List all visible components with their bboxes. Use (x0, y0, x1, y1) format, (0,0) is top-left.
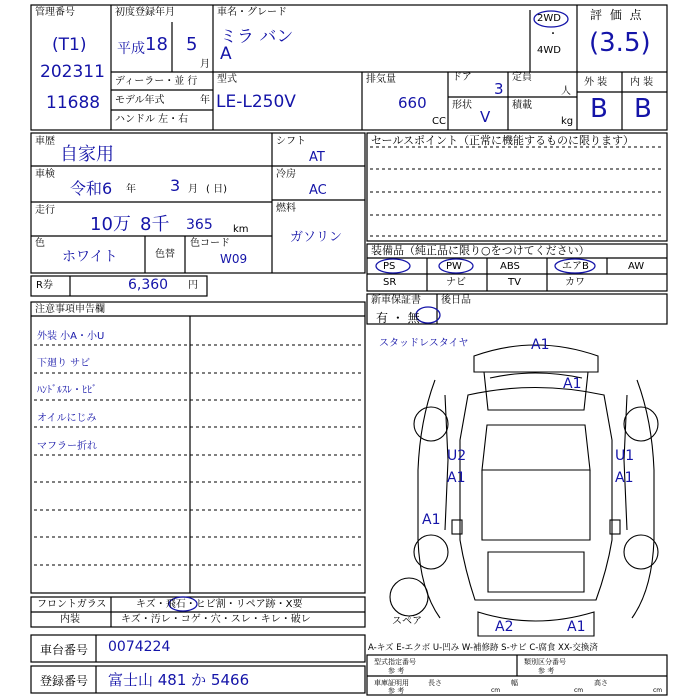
year-unit: 年 (200, 95, 210, 106)
exterior-label: 外 装 (584, 77, 608, 88)
length-cm: cm (491, 687, 501, 694)
drive-dot: ・ (548, 29, 558, 40)
car-name: ミラ バン (220, 27, 294, 47)
damage-mark-right-u1: U1 (615, 448, 635, 464)
warranty-label: 新車保証書 (371, 295, 421, 306)
class-label: 類別区分番号 (524, 658, 566, 666)
length-label: 長さ (428, 679, 442, 687)
spare-label: スペア (392, 616, 422, 627)
car-diagram (390, 345, 658, 636)
class-ref: 参 考 (538, 667, 555, 675)
recycle-value: 6,360 (128, 277, 169, 293)
front-glass-value: キズ・飛石・ヒビ割・リペア跡・X要 (136, 599, 303, 610)
year-word: 年 (126, 184, 136, 195)
shape-value: V (480, 108, 491, 126)
model-year-label: モデル年式 (115, 95, 165, 106)
equip-navi: ナビ (446, 277, 466, 288)
mgmt-no-line-2: 202311 (40, 62, 105, 82)
type-value: LE-L250V (216, 92, 296, 112)
equip-ps: PS (383, 261, 396, 272)
inspection-day: ( 日) (206, 184, 227, 195)
fuel-value: ガソリン (290, 230, 343, 245)
mileage-rest: 365 (186, 217, 213, 233)
mgmt-no-line-3: 11688 (46, 93, 101, 113)
note-item-3: ﾊﾝﾄﾞﾙｽﾚ・ﾋﾋﾞ (37, 385, 97, 396)
width-cm: cm (574, 687, 584, 694)
car-name-label: 車名・グレード (217, 7, 287, 18)
interior-grade: B (634, 94, 652, 124)
mgmt-no-label: 管理番号 (35, 7, 75, 18)
damage-mark-left-u2: U2 (447, 448, 467, 464)
interior-glass-value: キズ・汚レ・コゲ・穴・スレ・キレ・破レ (121, 614, 311, 625)
note-item-2: 下廻り サビ (37, 358, 91, 369)
type-spec-label: 型式指定番号 (374, 658, 416, 666)
km-unit: km (233, 224, 249, 235)
damage-mark-front-right: A1 (563, 376, 582, 392)
type-spec-ref: 参 考 (388, 667, 405, 675)
displacement-label: 排気量 (366, 74, 396, 85)
color-label: 色 (35, 238, 45, 249)
plate-value: 富士山 481 か 5466 (108, 671, 250, 689)
cc-unit: CC (432, 116, 446, 127)
month-unit: 月 (200, 59, 210, 70)
type-label: 型式 (217, 74, 237, 85)
cert-ref: 参 考 (388, 687, 405, 695)
drive-2wd: 2WD (537, 13, 561, 24)
first-reg-month: 5 (186, 34, 198, 55)
color-code-value: W09 (220, 252, 248, 266)
grade: A (220, 44, 232, 64)
shift-label: シフト (276, 136, 306, 147)
note-item-1: 外装 小A・小U (37, 331, 105, 342)
capacity-label: 定員 (512, 72, 532, 83)
width-label: 幅 (511, 679, 518, 687)
damage-mark-roof: A1 (531, 337, 550, 353)
history-value: 自家用 (60, 144, 114, 165)
front-glass-label: フロントガラス (37, 599, 107, 610)
color-change-label: 色替 (155, 249, 175, 260)
displacement-value: 660 (398, 94, 427, 112)
capacity-unit: 人 (561, 86, 571, 97)
dealer-label: ディーラー・並 行 (115, 76, 198, 87)
month-word: 月 (188, 184, 198, 195)
interior-label: 内 装 (630, 77, 654, 88)
notes-title: 注意事項申告欄 (35, 304, 105, 315)
mileage-sen: 8千 (140, 214, 170, 235)
tire-note: スタッドレスタイヤ (379, 338, 469, 349)
equip-sr: SR (383, 277, 397, 288)
mgmt-no-line-1: (T1) (52, 35, 87, 55)
registered-label: 後日品 (441, 295, 471, 306)
mileage-label: 走行 (35, 205, 55, 216)
equip-leather: カワ (565, 277, 585, 288)
damage-mark-right-a1: A1 (615, 470, 634, 486)
color-value: ホワイト (62, 249, 118, 265)
chassis-value: 0074224 (108, 639, 171, 655)
plate-label: 登録番号 (40, 674, 89, 688)
height-label: 高さ (594, 679, 608, 687)
history-label: 車歴 (35, 136, 55, 147)
warranty-value: 有 ・ 無 (376, 311, 420, 325)
equip-airbag: エアB (562, 261, 589, 272)
eval-score: (3.5) (589, 28, 651, 58)
load-unit: kg (561, 116, 574, 127)
mileage-man: 10万 (90, 214, 131, 235)
damage-mark-left-side: A1 (422, 512, 441, 528)
drive-4wd: 4WD (537, 45, 561, 56)
inspection-era: 令和6 (70, 179, 113, 198)
handle-label: ハンドル 左・右 (115, 114, 189, 125)
equip-aw: AW (628, 261, 645, 272)
note-item-4: オイルにじみ (37, 413, 97, 424)
note-item-5: マフラー折れ (37, 441, 97, 452)
first-reg-year: 18 (145, 34, 168, 55)
color-code-label: 色コード (190, 238, 230, 249)
damage-mark-bumper-a1: A1 (567, 619, 586, 635)
sales-points-title: セールスポイント（正常に機能するものに限ります） (371, 134, 635, 147)
inspection-label: 車検 (35, 169, 55, 180)
exterior-grade: B (590, 94, 608, 124)
first-reg-label: 初度登録年月 (115, 7, 175, 18)
yen-unit: 円 (188, 280, 198, 291)
height-cm: cm (653, 687, 663, 694)
aircon-label: 冷房 (276, 169, 296, 180)
damage-legend: A-キズ E-エクボ U-凹み W-補修跡 S-サビ C-腐食 XX-交換済 (368, 643, 598, 653)
door-label: ドア (452, 72, 472, 83)
equipment-title: 装備品（純正品に限り○をつけてください） (371, 244, 590, 257)
shape-label: 形状 (452, 100, 472, 111)
interior-glass-label: 内装 (60, 614, 80, 625)
door-value: 3 (494, 80, 504, 98)
first-reg-era: 平成 (117, 41, 145, 57)
eval-label: 評 価 点 (590, 8, 644, 22)
recycle-label: R券 (36, 280, 53, 291)
damage-mark-bumper-a2: A2 (495, 619, 514, 635)
damage-mark-left-a1: A1 (447, 470, 466, 486)
chassis-label: 車台番号 (40, 643, 89, 657)
shift-value: AT (309, 150, 325, 165)
load-label: 積載 (512, 100, 532, 111)
equip-pw: PW (446, 261, 462, 272)
fuel-label: 燃料 (276, 203, 296, 214)
equip-tv: TV (508, 277, 521, 288)
equip-abs: ABS (500, 261, 520, 272)
cert-label: 車庫証明用 (374, 679, 409, 687)
inspection-month: 3 (170, 176, 181, 195)
aircon-value: AC (309, 183, 327, 198)
